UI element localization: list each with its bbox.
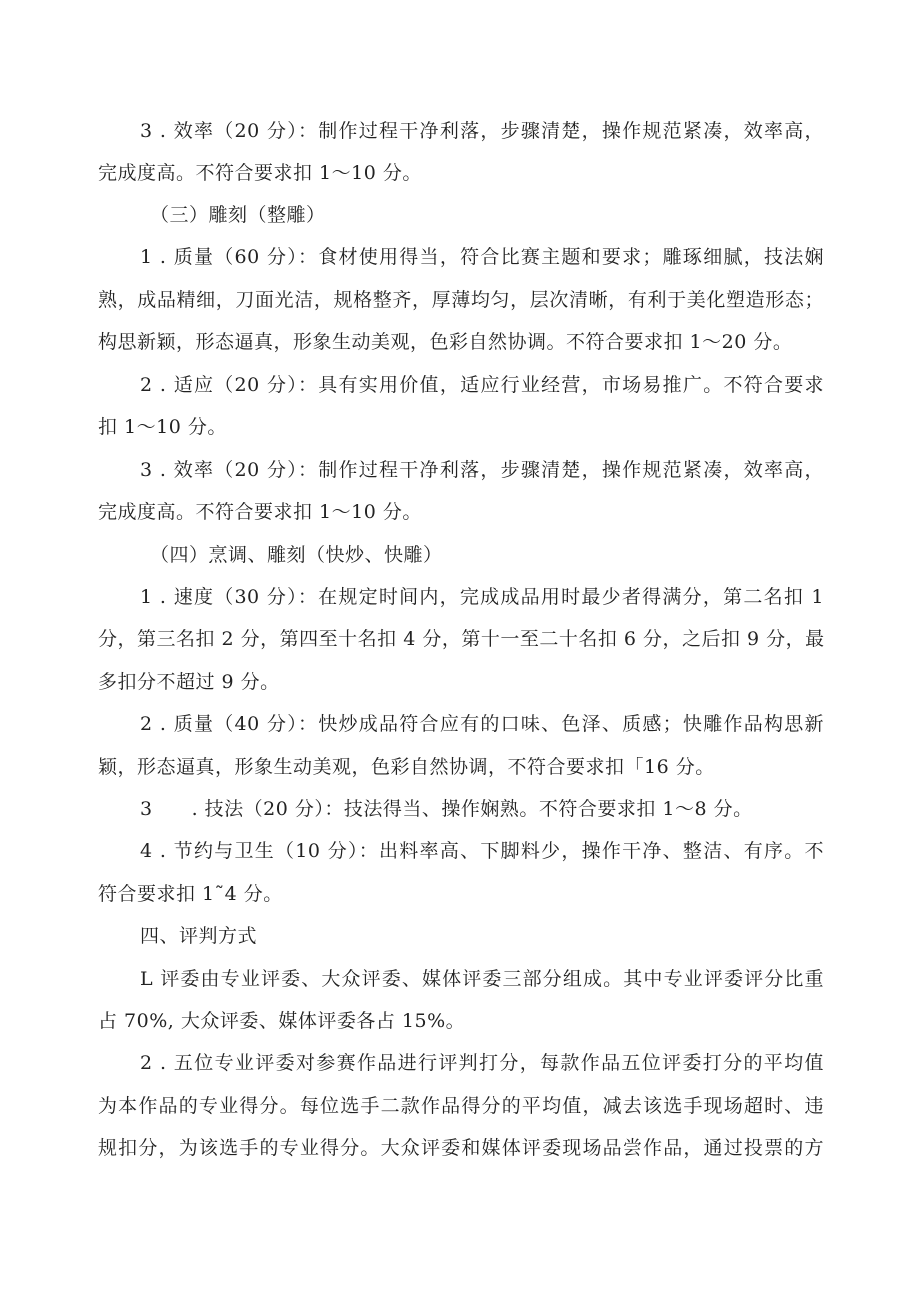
paragraph-line: 2 . 适应（20 分）：具有实用价值，适应行业经营，市场易推广。不符合要求	[140, 374, 824, 396]
paragraph-line: 颖，形态逼真，形象生动美观，色彩自然协调，不符合要求扣「16 分。	[98, 756, 715, 778]
paragraph-line: 熟，成品精细，刀面光洁，规格整齐，厚薄均匀，层次清晰，有利于美化塑造形态；	[98, 289, 824, 311]
paragraph-line: 3 . 效率（20 分）：制作过程干净利落，步骤清楚，操作规范紧凑，效率高，	[140, 120, 824, 142]
paragraph-line: L 评委由专业评委、大众评委、媒体评委三部分组成。其中专业评委评分比重	[140, 968, 824, 990]
paragraph-line: 2 . 五位专业评委对参赛作品进行评判打分，每款作品五位评委打分的平均值	[140, 1052, 824, 1074]
section-heading: （四）烹调、雕刻（快炒、快雕）	[150, 544, 443, 566]
paragraph-line: 多扣分不超过 9 分。	[98, 671, 280, 693]
section-heading: 四、评判方式	[140, 925, 258, 947]
paragraph-line: 构思新颖，形态逼真，形象生动美观，色彩自然协调。不符合要求扣 1～20 分。	[98, 331, 793, 353]
paragraph-line: 为本作品的专业得分。每位选手二款作品得分的平均值，减去该选手现场超时、违	[98, 1095, 824, 1117]
paragraph-line: 3 . 效率（20 分）：制作过程干净利落，步骤清楚，操作规范紧凑，效率高，	[140, 459, 824, 481]
paragraph-line: 扣 1～10 分。	[98, 416, 227, 438]
paragraph-line: 符合要求扣 1˜4 分。	[98, 883, 283, 905]
paragraph-line: 3 . 技法（20 分）：技法得当、操作娴熟。不符合要求扣 1～8 分。	[140, 798, 753, 820]
paragraph-line: 规扣分，为该选手的专业得分。大众评委和媒体评委现场品尝作品，通过投票的方	[98, 1137, 824, 1159]
paragraph-line: 4 . 节约与卫生（10 分）：出料率高、下脚料少，操作干净、整洁、有序。不	[140, 840, 824, 862]
paragraph-line: 1 . 速度（30 分）：在规定时间内，完成成品用时最少者得满分，第二名扣 1	[140, 586, 824, 608]
section-heading: （三）雕刻（整雕）	[150, 204, 326, 226]
paragraph-line: 2 . 质量（40 分）：快炒成品符合应有的口味、色泽、质感；快雕作品构思新	[140, 713, 824, 735]
paragraph-line: 完成度高。不符合要求扣 1～10 分。	[98, 162, 422, 184]
paragraph-line: 占 70%, 大众评委、媒体评委各占 15%。	[98, 1010, 466, 1032]
paragraph-line: 1 . 质量（60 分）：食材使用得当，符合比赛主题和要求；雕琢细腻，技法娴	[140, 246, 824, 268]
paragraph-line: 分，第三名扣 2 分，第四至十名扣 4 分，第十一至二十名扣 6 分，之后扣 9 分，最	[98, 628, 825, 650]
paragraph-line: 完成度高。不符合要求扣 1～10 分。	[98, 501, 422, 523]
